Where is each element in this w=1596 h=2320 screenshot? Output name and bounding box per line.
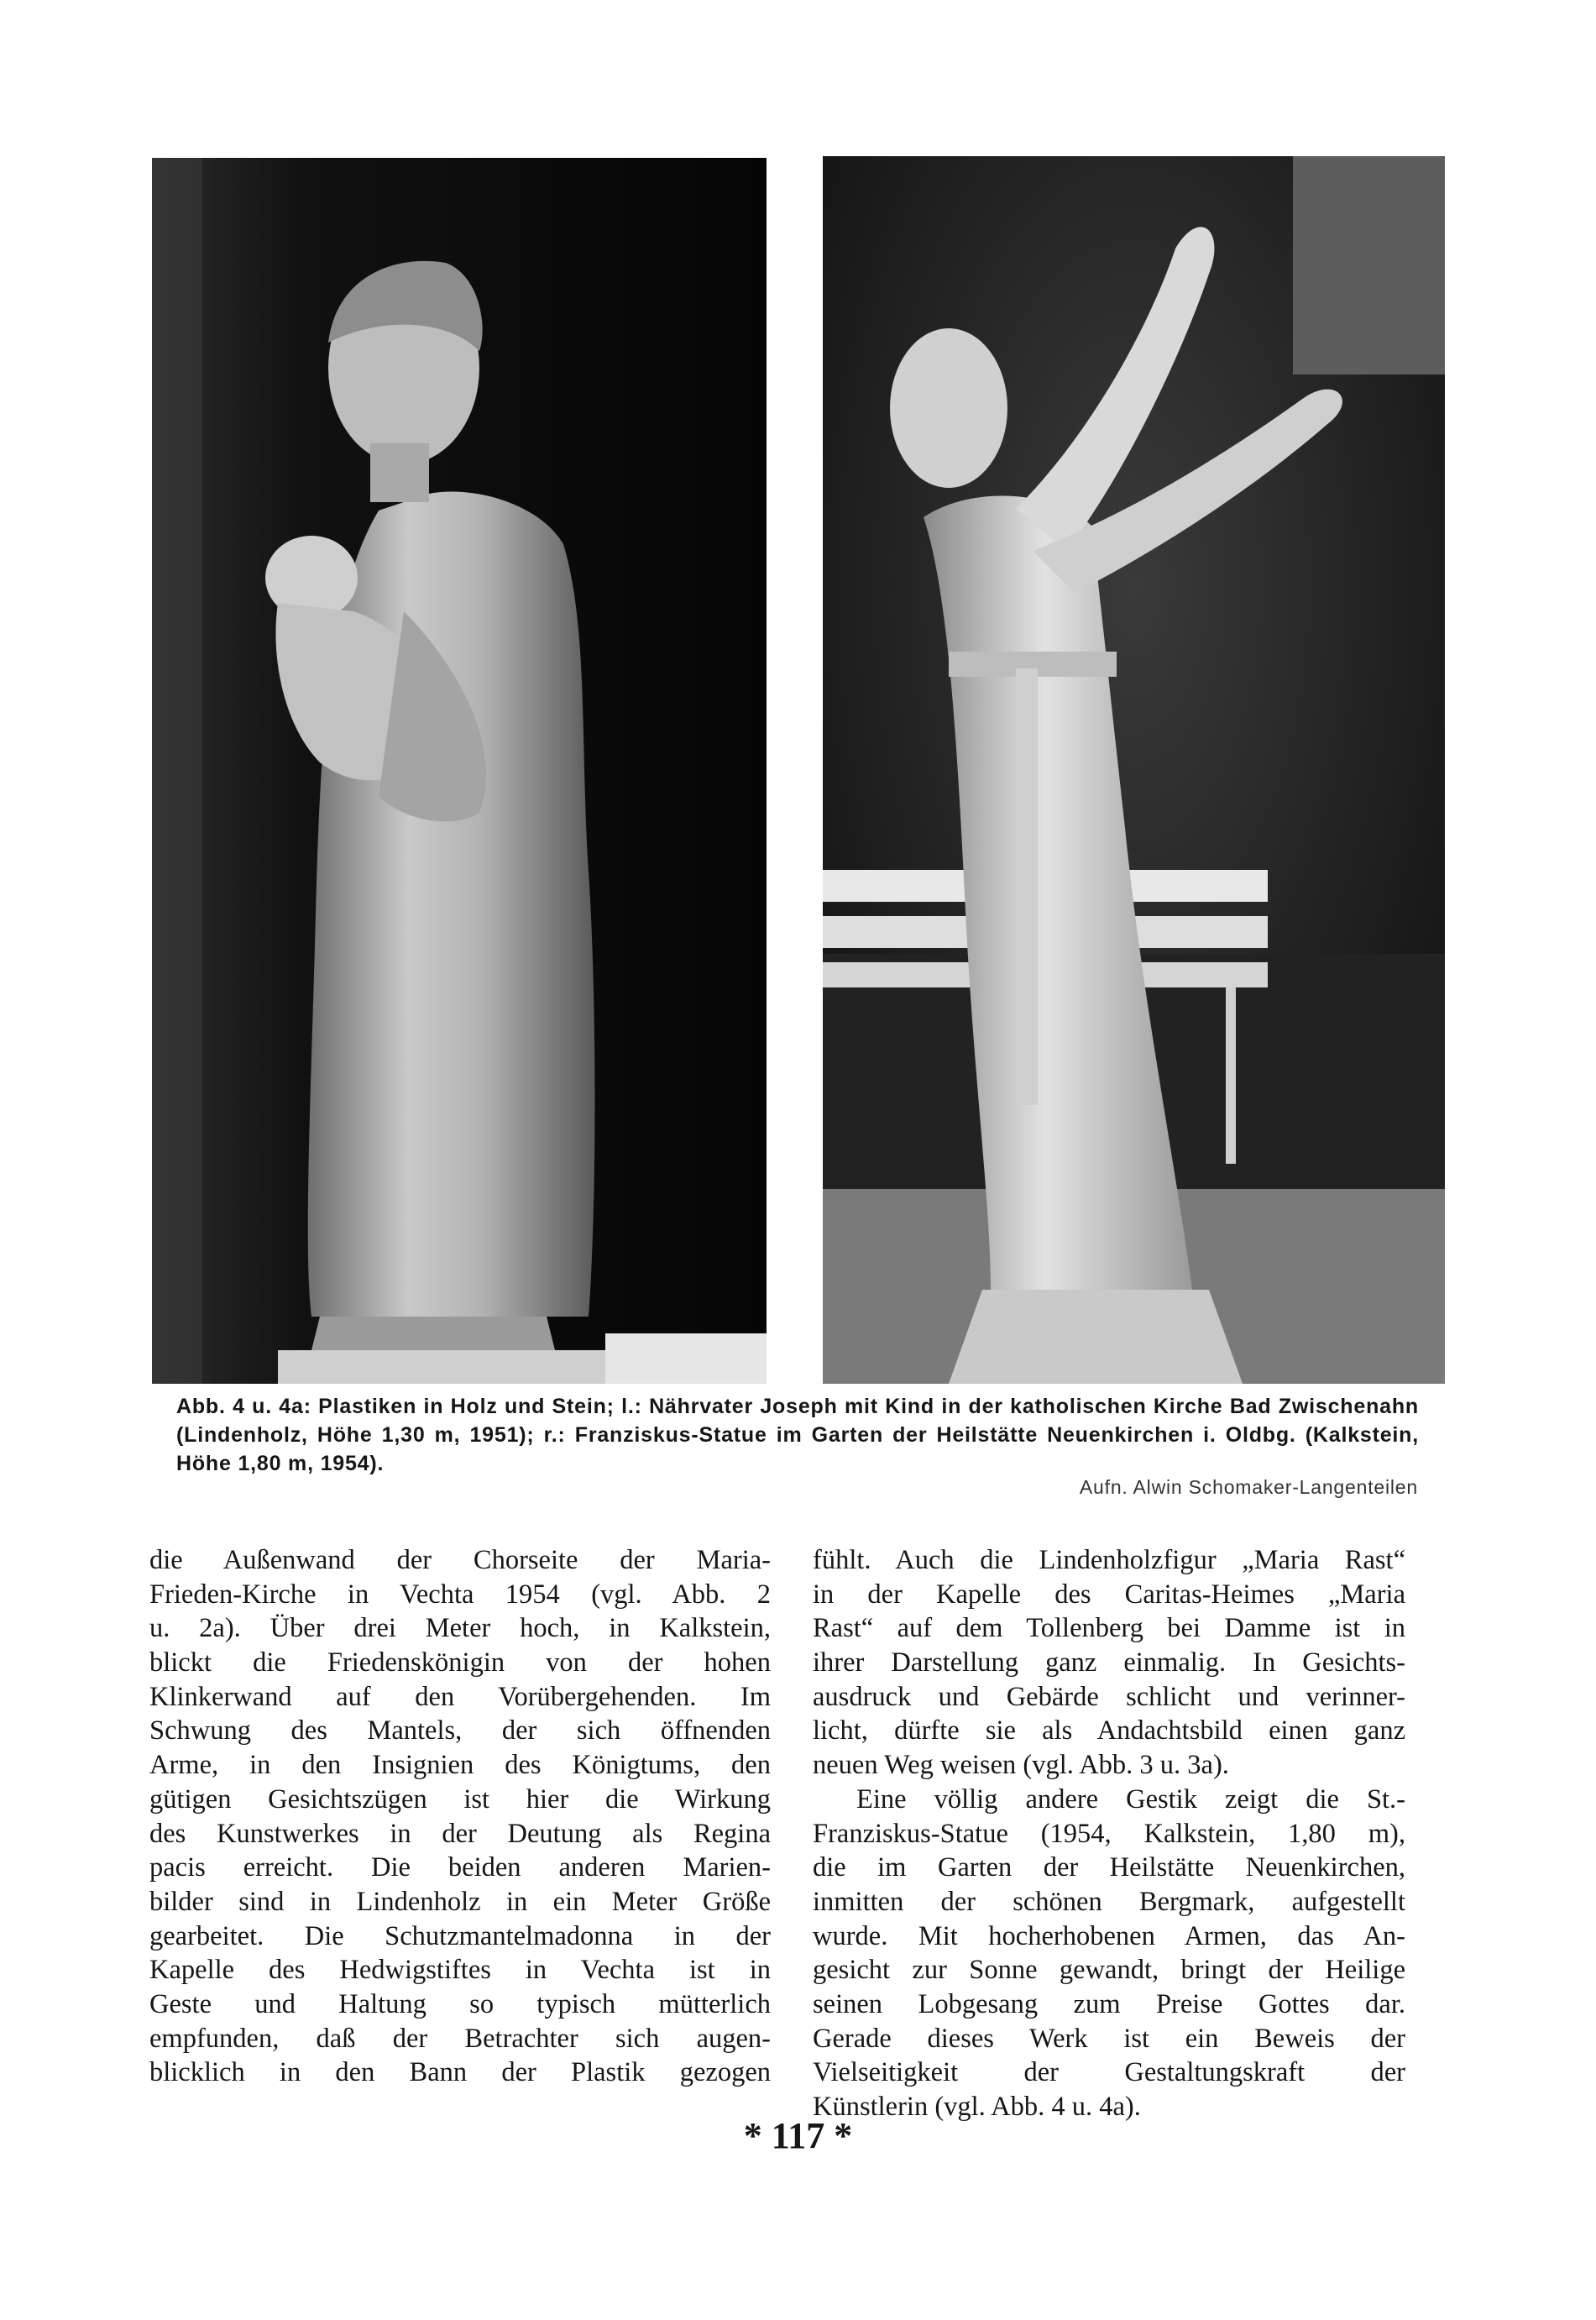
text-line: bilder sind in Lindenholz in ein Meter Größe bbox=[149, 1886, 771, 1917]
text-line: neuen Weg weisen (vgl. Abb. 3 u. 3a). bbox=[813, 1750, 1229, 1781]
text-line: Eine völlig andere Gestik zeigt die St.- bbox=[856, 1783, 1405, 1815]
text-line: empfunden, daß der Betrachter sich augen- bbox=[149, 2023, 771, 2054]
photo-franziskus-statue bbox=[823, 156, 1445, 1384]
text-line: wurde. Mit hocherhobenen Armen, das An- bbox=[813, 1920, 1405, 1951]
text-line: Frieden-Kirche in Vechta 1954 (vgl. Abb. 2 bbox=[149, 1579, 771, 1610]
text-line: des Kunstwerkes in der Deutung als Regina bbox=[149, 1818, 771, 1849]
text-line: Künstlerin (vgl. Abb. 4 u. 4a). bbox=[813, 2092, 1141, 2122]
column-right bbox=[813, 1543, 1405, 2124]
text-line: ausdruck und Gebärde schlicht und verinner- bbox=[813, 1681, 1405, 1712]
photo-credit: Aufn. Alwin Schomaker-Langenteilen bbox=[1079, 1476, 1418, 1498]
text-line: in der Kapelle des Caritas-Heimes „Maria bbox=[813, 1579, 1405, 1610]
figure-caption: Abb. 4 u. 4a: Plastiken in Holz und Stein; l.: Nährvater Joseph mit Kind in der katholischen Kirche Bad Zwischenahn (Lindenholz, Höhe 1,30 m, 1951); r.: Franziskus-Statue im Garten der Heilstätte Neuenkirchen i. Oldbg. (Kalkstein, Höhe 1,80 m, 1954). bbox=[176, 1395, 1419, 1475]
text-line: Arme, in den Insignien des Königtums, den bbox=[149, 1750, 771, 1781]
text-line: fühlt. Auch die Lindenholzfigur „Maria Rast“ bbox=[813, 1545, 1405, 1575]
text-line: Gerade dieses Werk ist ein Beweis der bbox=[813, 2023, 1405, 2054]
text-line: Franziskus-Statue (1954, Kalkstein, 1,80 m), bbox=[813, 1818, 1405, 1849]
text-line: Schwung des Mantels, der sich öffnenden bbox=[149, 1715, 771, 1747]
text-line: Rast“ auf dem Tollenberg bei Damme ist in bbox=[813, 1613, 1405, 1644]
text-line: Kapelle des Hedwigstiftes in Vechta ist in bbox=[149, 1955, 771, 1986]
text-line: ihrer Darstellung ganz einmalig. In Gesichts- bbox=[813, 1647, 1405, 1678]
text-line: seinen Lobgesang zum Preise Gottes dar. bbox=[813, 1988, 1405, 2019]
text-line: inmitten der schönen Bergmark, aufgestellt bbox=[813, 1886, 1405, 1917]
text-line: gütigen Gesichtszügen ist hier die Wirkung bbox=[149, 1783, 771, 1815]
text-line: blicklich in den Bann der Plastik gezogen bbox=[149, 2057, 771, 2088]
text-line: pacis erreicht. Die beiden anderen Marien- bbox=[149, 1852, 771, 1883]
text-line: die Außenwand der Chorseite der Maria- bbox=[149, 1545, 771, 1575]
text-line: gearbeitet. Die Schutzmantelmadonna in der bbox=[149, 1920, 771, 1951]
text-line: licht, dürfte sie als Andachtsbild einen ganz bbox=[813, 1715, 1405, 1747]
text-line: Klinkerwand auf den Vorübergehenden. Im bbox=[149, 1681, 771, 1712]
text-line: blickt die Friedenskönigin von der hohen bbox=[149, 1647, 771, 1678]
text-line: u. 2a). Über drei Meter hoch, in Kalkstein, bbox=[149, 1613, 771, 1644]
column-left bbox=[149, 1543, 771, 2090]
text-line: die im Garten der Heilstätte Neuenkirchen, bbox=[813, 1852, 1405, 1883]
text-line: Vielseitigkeit der Gestaltungskraft der bbox=[813, 2057, 1405, 2088]
text-line: Geste und Haltung so typisch mütterlich bbox=[149, 1988, 771, 2019]
page-number: * 117 * bbox=[743, 2115, 853, 2156]
text-line: gesicht zur Sonne gewandt, bringt der Heilige bbox=[813, 1955, 1405, 1986]
photo-joseph-statue bbox=[152, 158, 767, 1384]
